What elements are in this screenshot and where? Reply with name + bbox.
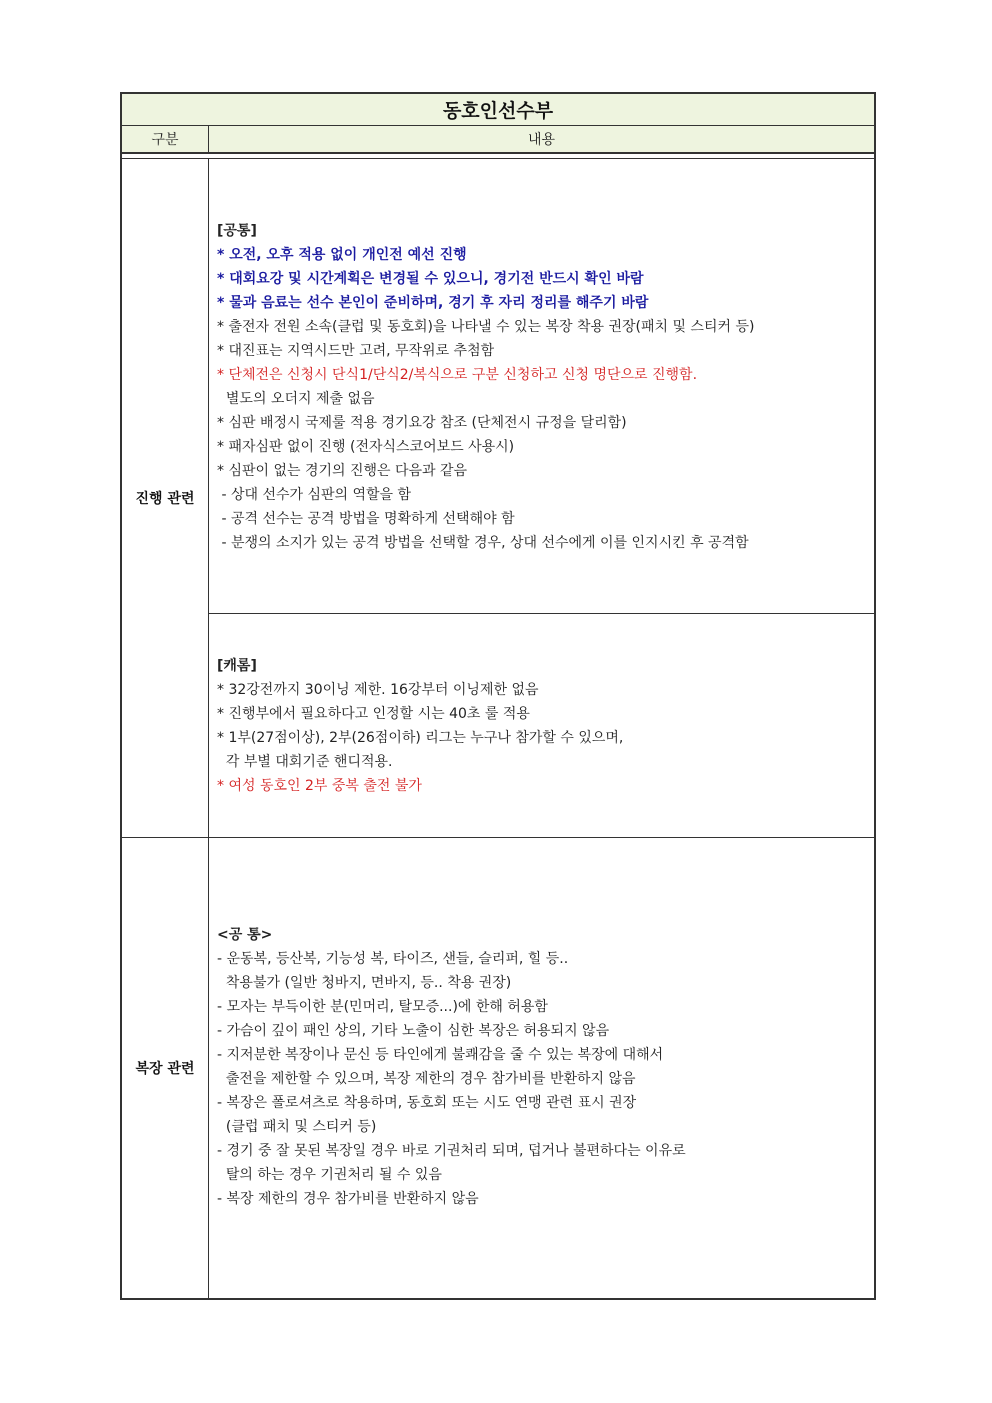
section-dress	[120, 837, 876, 1300]
rule-line: * 심판 배정시 국제룰 적용 경기요강 참조 (단체전시 규정을 달리함)	[217, 415, 627, 431]
section-label: 진행 관련	[122, 159, 209, 837]
common-rules-block	[209, 159, 874, 613]
table-header	[120, 126, 876, 154]
rule-line: * 진행부에서 필요하다고 인정할 시는 40초 룰 적용	[217, 706, 530, 722]
rule-line: - 공격 선수는 공격 방법을 명확하게 선택해야 함	[217, 511, 515, 527]
rule-line: * 출전자 전원 소속(클럽 및 동호회)을 나타낼 수 있는 복장 착용 권장(패치 및 스티커 등)	[217, 319, 755, 335]
rule-line: - 상대 선수가 심판의 역할을 함	[217, 487, 412, 503]
rule-line: * 1부(27점이상), 2부(26점이하) 리그는 누구나 참가할 수 있으며,	[217, 730, 624, 746]
dress-rules-block	[209, 838, 874, 1298]
rule-line: - 운동복, 등산복, 기능성 복, 타이즈, 샌들, 슬리퍼, 힐 등..	[217, 951, 569, 967]
header-category: 구분	[122, 126, 209, 152]
rule-line: * 여성 동호인 2부 중복 출전 불가	[217, 778, 422, 794]
page-title: 동호인선수부	[120, 92, 876, 126]
rule-line: * 대진표는 지역시드만 고려, 무작위로 추첨함	[217, 343, 495, 359]
rule-line: - 모자는 부득이한 분(민머리, 탈모증...)에 한해 허용함	[217, 999, 548, 1015]
rule-line: * 패자심판 없이 진행 (전자식스코어보드 사용시)	[217, 439, 515, 455]
rule-line: - 복장 제한의 경우 참가비를 반환하지 않음	[217, 1191, 479, 1207]
section-progress	[120, 158, 876, 837]
section-body	[209, 838, 874, 1298]
rule-line: - 복장은 폴로셔츠로 착용하며, 동호회 또는 시도 연맹 관련 표시 권장	[217, 1095, 637, 1111]
rule-line: 출전을 제한할 수 있으며, 복장 제한의 경우 참가비를 반환하지 않음	[217, 1071, 636, 1087]
rule-line: 별도의 오더지 제출 없음	[217, 391, 375, 407]
rule-line: - 경기 중 잘 못된 복장일 경우 바로 기권처리 되며, 덥거나 불편하다는 이유로	[217, 1143, 686, 1159]
rule-line: - 분쟁의 소지가 있는 공격 방법을 선택할 경우, 상대 선수에게 이를 인지시킨 후 공격함	[217, 535, 749, 551]
rule-line: * 대회요강 및 시간계획은 변경될 수 있으니, 경기전 반드시 확인 바람	[217, 271, 644, 287]
rule-line: 각 부별 대회기준 핸디적용.	[217, 754, 393, 770]
section-label: 복장 관련	[122, 838, 209, 1298]
rule-line: <공 통>	[217, 927, 273, 943]
rule-line: (클럽 패치 및 스티커 등)	[217, 1119, 377, 1135]
rule-line: * 심판이 없는 경기의 진행은 다음과 같음	[217, 463, 468, 479]
header-content: 내용	[527, 132, 556, 148]
rules-table	[120, 92, 876, 1300]
rule-line: - 가슴이 깊이 패인 상의, 기타 노출이 심한 복장은 허용되지 않음	[217, 1023, 610, 1039]
rule-line: 탈의 하는 경우 기권처리 될 수 있음	[217, 1167, 442, 1183]
rule-line: [캐롬]	[217, 658, 257, 674]
rule-line: [공통]	[217, 223, 257, 239]
rule-line: * 단체전은 신청시 단식1/단식2/복식으로 구분 신청하고 신청 명단으로 진행함.	[217, 367, 698, 383]
rule-line: * 32강전까지 30이닝 제한. 16강부터 이닝제한 없음	[217, 682, 539, 698]
rule-line: 착용불가 (일반 청바지, 면바지, 등.. 착용 권장)	[217, 975, 512, 991]
section-body	[209, 159, 874, 837]
rule-line: * 물과 음료는 선수 본인이 준비하며, 경기 후 자리 정리를 해주기 바람	[217, 295, 649, 311]
carom-rules-block	[209, 613, 874, 837]
rule-line: - 지저분한 복장이나 문신 등 타인에게 불쾌감을 줄 수 있는 복장에 대해서	[217, 1047, 664, 1063]
rule-line: * 오전, 오후 적용 없이 개인전 예선 진행	[217, 247, 467, 263]
